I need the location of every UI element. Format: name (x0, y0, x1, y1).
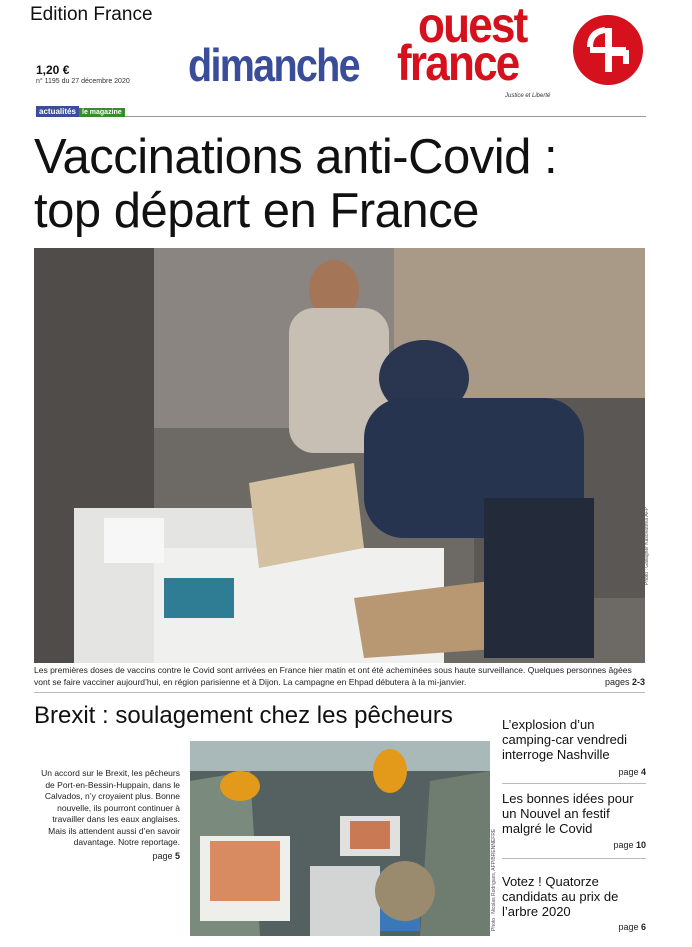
logo-ouest: ouest (418, 0, 527, 53)
sidebar-page-label: page (618, 767, 641, 777)
main-headline (34, 130, 654, 238)
sidebar-page-nouvel-an[interactable] (502, 840, 646, 850)
sidebar-page-arbre[interactable] (502, 922, 646, 932)
fishermen-photo-credit: Photo : Nicolas Rodrigues, AFP/BRENNEFRE (491, 828, 497, 931)
sidebar-item-arbre[interactable]: Votez ! Quatorze candidats au prix de l’arbre 2020 (502, 874, 619, 919)
sidebar-divider (502, 783, 646, 784)
masthead-divider (36, 116, 646, 117)
photo-credit: Photo : Gallagher Kasovadrea AFP (644, 507, 650, 585)
tab-magazine[interactable]: le magazine (79, 108, 125, 117)
sidebar-page-label: page (613, 840, 636, 850)
brexit-page-ref[interactable] (34, 851, 180, 861)
sidebar-page-nashville[interactable] (502, 767, 646, 777)
brexit-page-value: 5 (174, 851, 180, 861)
caption-pages-label: pages (604, 677, 632, 687)
fishermen-photo (190, 741, 490, 936)
sidebar-page-value: 4 (640, 767, 646, 777)
sidebar-divider (502, 858, 646, 859)
sidebar-page-label: page (618, 922, 641, 932)
brexit-headline: Brexit : soulagement chez les pêcheurs (34, 702, 453, 729)
vaccine-delivery-photo (34, 248, 645, 663)
photo-caption (34, 664, 645, 688)
caption-pages-value: 2-3 (631, 677, 645, 687)
brexit-summary: Un accord sur le Brexit, les pêcheurs de Port-en-Bessin-Huppain, dans le Calvados, n’y croyaient plus. Bonne nouvelle, ils pourront continuer à travailler dans les eaux anglaises. Mais ils attendent aussi d’en savoir davantage. Notre reportage. (41, 768, 180, 847)
caption-text: Les premières doses de vaccins contre le Covid sont arrivées en France hier matin et ont été acheminées sous haute surveillance. Quelques personnes âgées vont se faire vacciner aujourd’hui, en région parisienne et à Dijon. La campagne en Ehpad débutera à la mi-janvier. (34, 665, 632, 687)
sidebar-page-value: 6 (640, 922, 646, 932)
section-divider (34, 692, 645, 693)
sidebar-page-value: 10 (635, 840, 646, 850)
edition-label: Edition France (30, 4, 153, 25)
sidebar-item-nouvel-an[interactable]: Les bonnes idées pour un Nouvel an festif malgré le Covid (502, 791, 634, 836)
issue-number: n° 1195 du 27 décembre 2020 (36, 78, 130, 85)
tab-actualites[interactable]: actualités (36, 106, 79, 117)
headline-line-1: Vaccinations anti-Covid : (34, 130, 558, 184)
brexit-page-label: page (152, 851, 175, 861)
headline-line-2: top départ en France (34, 184, 479, 238)
caption-pages[interactable] (605, 676, 645, 688)
logo-france: france (397, 35, 519, 91)
price: 1,20 € (36, 63, 70, 77)
ouest-france-emblem-icon (572, 14, 644, 86)
sidebar-item-nashville[interactable]: L’explosion d’un camping-car vendredi interroge Nashville (502, 717, 628, 762)
logo-dimanche: dimanche (188, 39, 359, 91)
tagline: Justice et Liberté (505, 93, 551, 99)
